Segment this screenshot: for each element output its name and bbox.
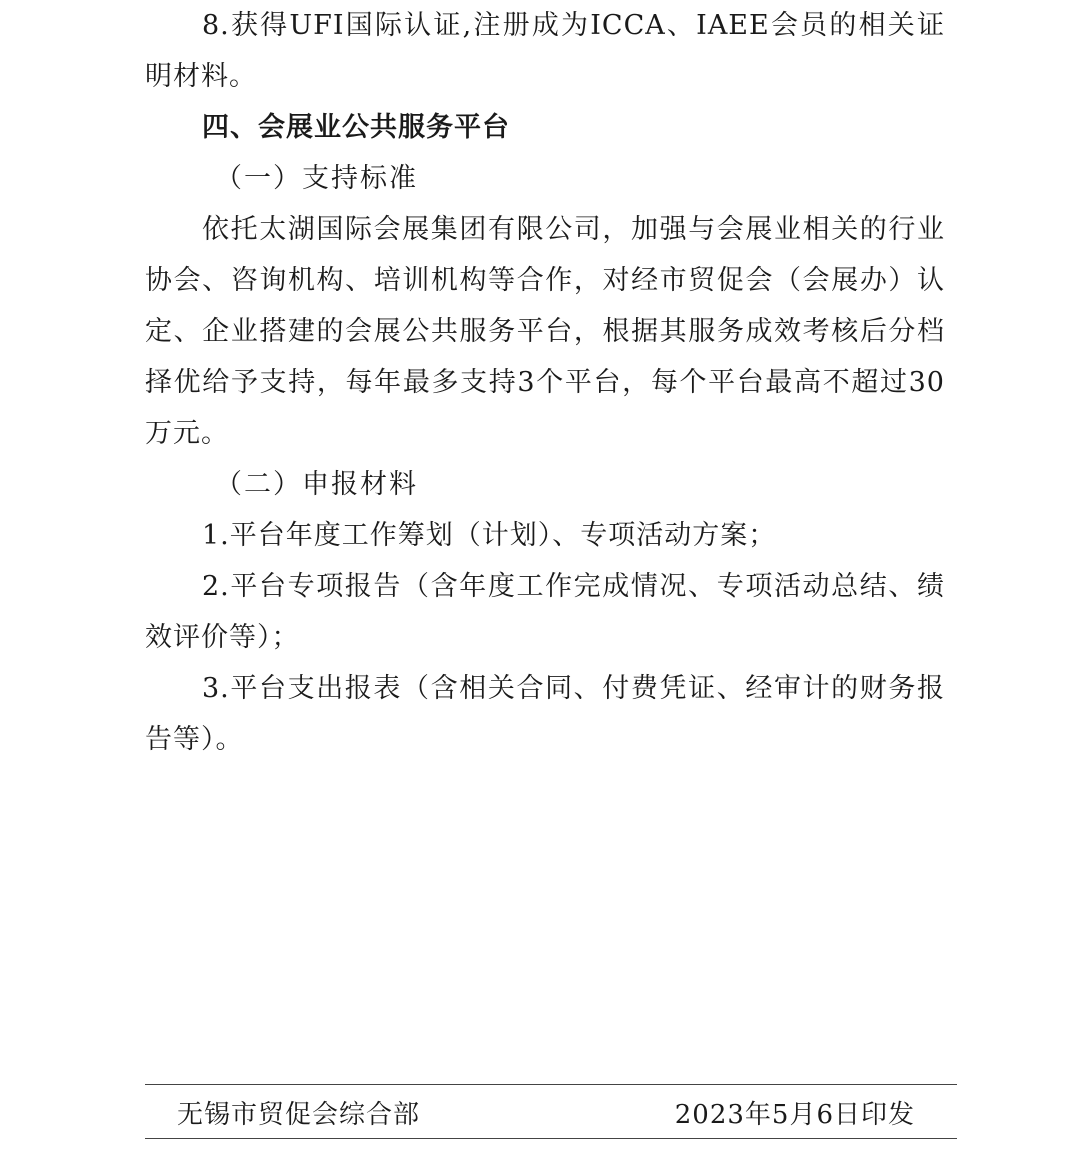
footer-date: 2023年5月6日印发 [674, 1100, 915, 1130]
paragraph-material-1: 1.平台年度工作筹划（计划）、专项活动方案； [202, 520, 777, 551]
document-body [145, 0, 945, 765]
document-footer [145, 1084, 957, 1139]
subheading-application-materials: （二）申报材料 [215, 469, 418, 500]
subheading-support-standard: （一）支持标准 [215, 163, 418, 194]
section-heading-4: 四、会展业公共服务平台 [202, 112, 510, 143]
paragraph-material-3: 3.平台支出报表（含相关合同、付费凭证、经审计的财务报告等）。 [145, 673, 945, 755]
paragraph-item-8: 8.获得UFI国际认证,注册成为ICCA、IAEE会员的相关证明材料。 [145, 10, 945, 92]
paragraph-material-2: 2.平台专项报告（含年度工作完成情况、专项活动总结、绩效评价等）； [145, 571, 945, 653]
paragraph-support-standard: 依托太湖国际会展集团有限公司，加强与会展业相关的行业协会、咨询机构、培训机构等合作，对经市贸促会（会展办）认定、企业搭建的会展公共服务平台，根据其服务成效考核后分档择优给予支持，每年最多支持3个平台，每个平台最高不超过30万元。 [145, 214, 945, 449]
footer-issuer: 无锡市贸促会综合部 [177, 1100, 421, 1130]
